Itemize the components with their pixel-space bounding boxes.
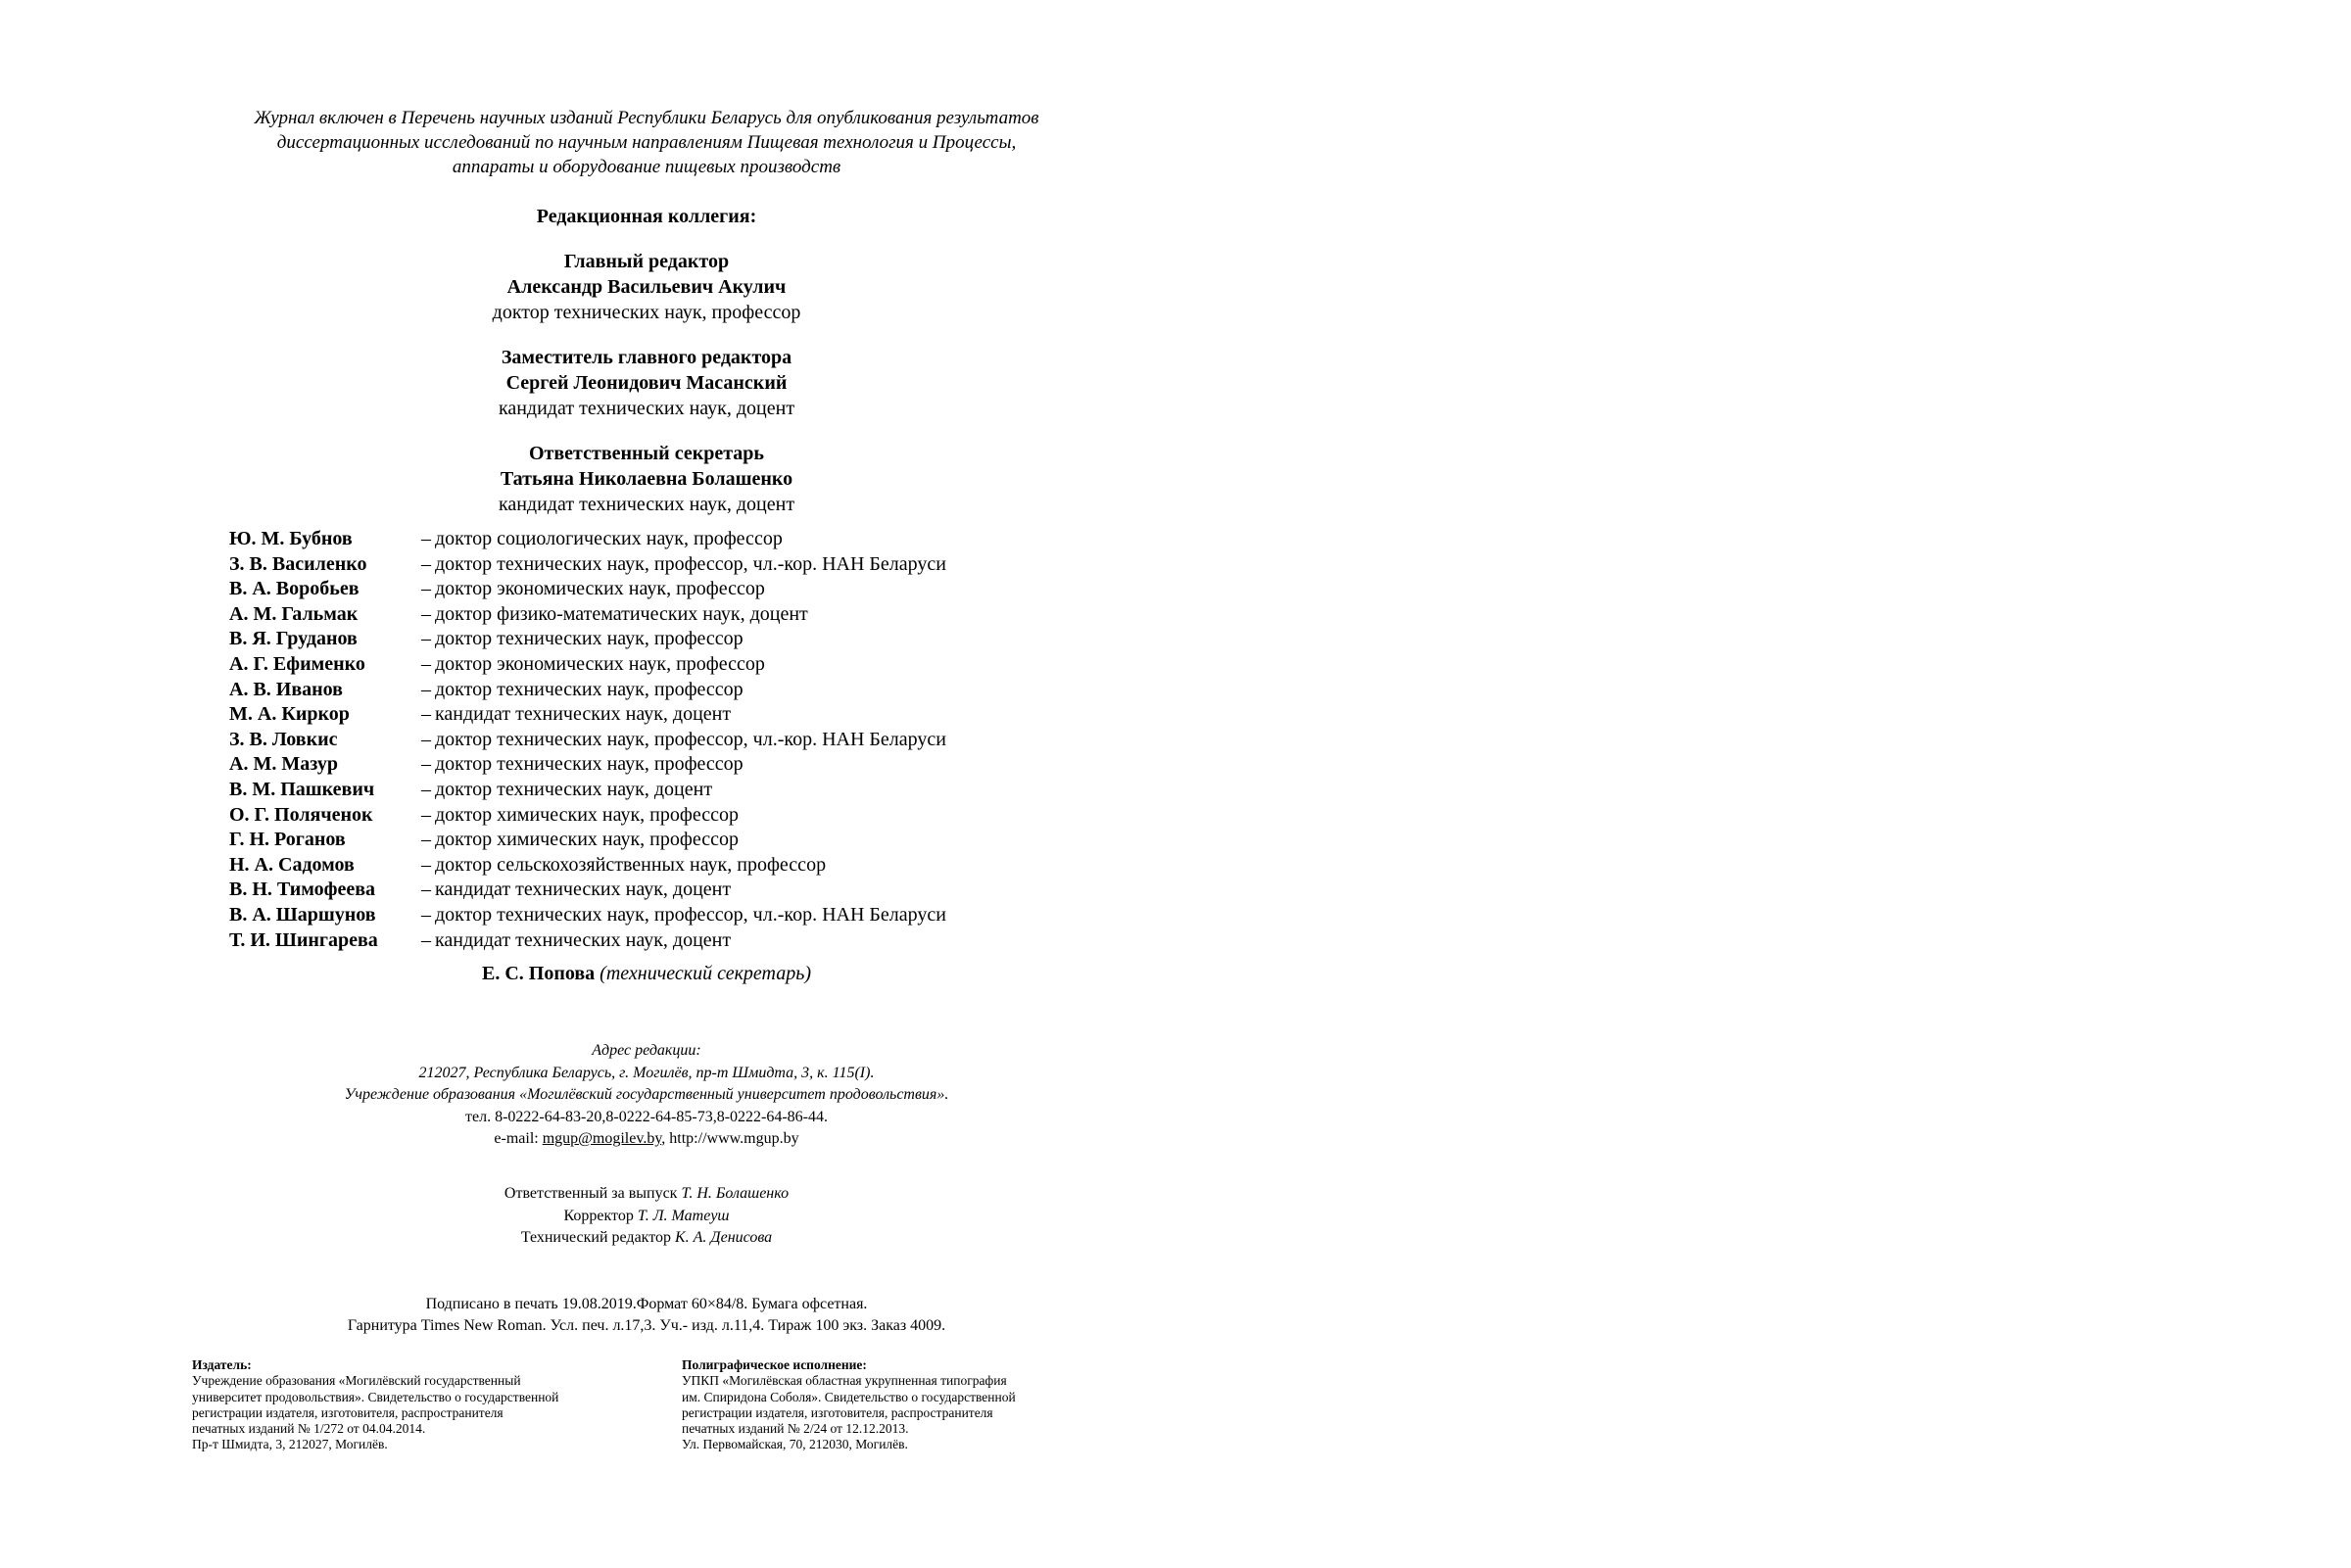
responsible-label: Ответственный за выпуск xyxy=(504,1185,682,1202)
publisher-line: Пр-т Шмидта, 3, 212027, Могилёв. xyxy=(192,1437,388,1452)
member-row xyxy=(229,577,946,602)
secretary-role: Ответственный секретарь xyxy=(529,443,764,464)
member-name: В. А. Шаршунов xyxy=(229,903,376,926)
deputy-editor-degree: кандидат технических наук, доцент xyxy=(498,398,795,419)
member-row xyxy=(229,752,946,778)
technical-secretary-name: Е. С. Попова xyxy=(482,963,596,984)
printer-heading: Полиграфическое исполнение: xyxy=(682,1357,867,1372)
member-name: Н. А. Садомов xyxy=(229,853,355,876)
email-link[interactable]: mgup@mogilev.by xyxy=(542,1130,662,1147)
tech-editor-line xyxy=(176,1227,1117,1250)
member-row xyxy=(229,552,946,578)
chief-editor-name: Александр Васильевич Акулич xyxy=(506,276,787,298)
member-dash: – xyxy=(421,728,431,750)
publisher-line: печатных изданий № 1/272 от 04.04.2014. xyxy=(192,1421,426,1437)
responsible-line xyxy=(176,1183,1117,1206)
member-degree: доктор химических наук, профессор xyxy=(435,803,739,826)
corrector-line xyxy=(176,1206,1117,1228)
tech-editor-name: К. А. Денисова xyxy=(675,1229,773,1246)
member-degree: доктор экономических наук, профессор xyxy=(435,578,765,600)
secretary-degree: кандидат технических наук, доцент xyxy=(498,494,795,515)
editorial-address xyxy=(176,1040,1117,1151)
member-degree: доктор химических наук, профессор xyxy=(435,829,739,851)
technical-secretary-role: (технический секретарь) xyxy=(600,963,811,984)
member-name: В. М. Пашкевич xyxy=(229,778,375,800)
member-degree: доктор технических наук, профессор, чл.-кор. НАН Беларуси xyxy=(435,728,946,750)
member-name: А. М. Мазур xyxy=(229,753,338,776)
tech-editor-label: Технический редактор xyxy=(520,1229,676,1246)
member-dash: – xyxy=(421,829,431,851)
member-degree: доктор экономических наук, профессор xyxy=(435,652,765,675)
member-name: В. Я. Груданов xyxy=(229,628,358,650)
deputy-editor-block xyxy=(176,345,1117,421)
website-text: , http://www.mgup.by xyxy=(661,1130,799,1147)
member-name: В. Н. Тимофеева xyxy=(229,879,376,901)
member-name: Т. И. Шингарева xyxy=(229,928,378,951)
member-row xyxy=(229,678,946,703)
secretary-name: Татьяна Николаевна Болашенко xyxy=(500,468,793,490)
publisher-line: университет продовольствия». Свидетельство о государственной xyxy=(192,1389,559,1404)
address-label: Адрес редакции: xyxy=(592,1042,701,1059)
member-dash: – xyxy=(421,602,431,625)
technical-secretary xyxy=(176,963,1117,985)
member-degree: доктор технических наук, профессор xyxy=(435,628,744,650)
print-info-line: Гарнитура Times New Roman. Усл. печ. л.17,3. Уч.- изд. л.11,4. Тираж 100 экз. Заказ 4009. xyxy=(347,1317,946,1334)
printer-imprint xyxy=(682,1357,1142,1453)
printer-line: УПКП «Могилёвская областная укрупненная типография xyxy=(682,1373,1007,1389)
member-degree: доктор технических наук, профессор xyxy=(435,753,744,776)
member-degree: доктор технических наук, профессор, чл.-кор. НАН Беларуси xyxy=(435,903,946,926)
member-name: З. В. Василенко xyxy=(229,552,367,575)
chief-editor-role: Главный редактор xyxy=(563,251,730,272)
address-phones: тел. 8-0222-64-83-20,8-0222-64-85-73,8-0222-64-86-44. xyxy=(464,1108,828,1125)
printer-line: регистрации издателя, изготовителя, распространителя xyxy=(682,1404,993,1420)
chief-editor-degree: доктор технических наук, профессор xyxy=(492,302,801,323)
print-info-line: Подписано в печать 19.08.2019.Формат 60×84/8. Бумага офсетная. xyxy=(425,1296,868,1312)
member-row xyxy=(229,702,946,728)
member-row xyxy=(229,527,946,552)
member-degree: доктор социологических наук, профессор xyxy=(435,528,783,549)
member-name: М. А. Киркор xyxy=(229,703,350,726)
printer-line: Ул. Первомайская, 70, 212030, Могилёв. xyxy=(682,1437,908,1452)
member-degree: доктор технических наук, профессор xyxy=(435,678,744,700)
member-dash: – xyxy=(421,903,431,926)
member-row xyxy=(229,878,946,903)
member-degree: доктор технических наук, доцент xyxy=(435,778,713,800)
member-dash: – xyxy=(421,678,431,700)
member-dash: – xyxy=(421,703,431,726)
member-row xyxy=(229,903,946,928)
member-name: А. М. Гальмак xyxy=(229,602,359,625)
deputy-editor-role: Заместитель главного редактора xyxy=(501,347,792,368)
member-degree: доктор физико-математических наук, доцент xyxy=(435,602,808,625)
member-dash: – xyxy=(421,652,431,675)
member-name: А. В. Иванов xyxy=(229,678,343,700)
intro-line: диссертационных исследований по научным направлениям Пищевая технология и Процессы, xyxy=(276,132,1017,153)
printer-line: им. Спиридона Соболя». Свидетельство о государственной xyxy=(682,1389,1016,1404)
member-dash: – xyxy=(421,879,431,901)
intro-line: Журнал включен в Перечень научных изданий Республики Беларусь для опубликования результатов xyxy=(254,108,1039,128)
publisher-line: Учреждение образования «Могилёвский государственный xyxy=(192,1373,521,1389)
publisher-line: регистрации издателя, изготовителя, распространителя xyxy=(192,1404,504,1420)
member-dash: – xyxy=(421,753,431,776)
member-row xyxy=(229,928,946,954)
member-dash: – xyxy=(421,803,431,826)
member-degree: кандидат технических наук, доцент xyxy=(435,879,732,901)
address-institution: Учреждение образования «Могилёвский государственный университет продовольствия». xyxy=(344,1086,949,1103)
email-prefix: e-mail: xyxy=(494,1130,543,1147)
printer-line: печатных изданий № 2/24 от 12.12.2013. xyxy=(682,1421,909,1437)
member-degree: доктор сельскохозяйственных наук, профессор xyxy=(435,853,827,876)
member-dash: – xyxy=(421,778,431,800)
member-name: Г. Н. Роганов xyxy=(229,829,346,851)
publisher-heading: Издатель: xyxy=(192,1357,252,1372)
journal-intro xyxy=(176,106,1117,179)
member-dash: – xyxy=(421,552,431,575)
member-row xyxy=(229,652,946,678)
intro-line: аппараты и оборудование пищевых производств xyxy=(452,157,841,177)
member-row xyxy=(229,602,946,628)
member-degree: кандидат технических наук, доцент xyxy=(435,703,732,726)
member-dash: – xyxy=(421,528,431,549)
member-dash: – xyxy=(421,628,431,650)
member-name: З. В. Ловкис xyxy=(229,728,338,750)
corrector-label: Корректор xyxy=(563,1207,638,1224)
member-dash: – xyxy=(421,853,431,876)
corrector-name: Т. Л. Матеуш xyxy=(637,1207,730,1224)
member-row xyxy=(229,853,946,879)
member-row xyxy=(229,627,946,652)
editorial-members-list xyxy=(229,527,946,953)
deputy-editor-name: Сергей Леонидович Масанский xyxy=(505,372,788,394)
member-degree: кандидат технических наук, доцент xyxy=(435,928,732,951)
chief-editor-block xyxy=(176,249,1117,325)
member-name: О. Г. Поляченок xyxy=(229,803,373,826)
member-dash: – xyxy=(421,578,431,600)
issue-staff xyxy=(176,1183,1117,1250)
member-row xyxy=(229,803,946,829)
responsible-name: Т. Н. Болашенко xyxy=(681,1185,790,1202)
member-name: В. А. Воробьев xyxy=(229,578,360,600)
address-contacts xyxy=(176,1128,1117,1151)
address-street: 212027, Республика Беларусь, г. Могилёв, пр-т Шмидта, 3, к. 115(I). xyxy=(418,1064,875,1081)
print-info xyxy=(176,1294,1117,1337)
member-dash: – xyxy=(421,928,431,951)
secretary-block xyxy=(176,441,1117,517)
member-name: А. Г. Ефименко xyxy=(229,652,365,675)
member-degree: доктор технических наук, профессор, чл.-кор. НАН Беларуси xyxy=(435,552,946,575)
publisher-imprint xyxy=(192,1357,652,1453)
board-title: Редакционная коллегия: xyxy=(536,206,757,227)
member-row xyxy=(229,728,946,753)
member-row xyxy=(229,828,946,853)
member-row xyxy=(229,778,946,803)
member-name: Ю. М. Бубнов xyxy=(229,528,353,549)
